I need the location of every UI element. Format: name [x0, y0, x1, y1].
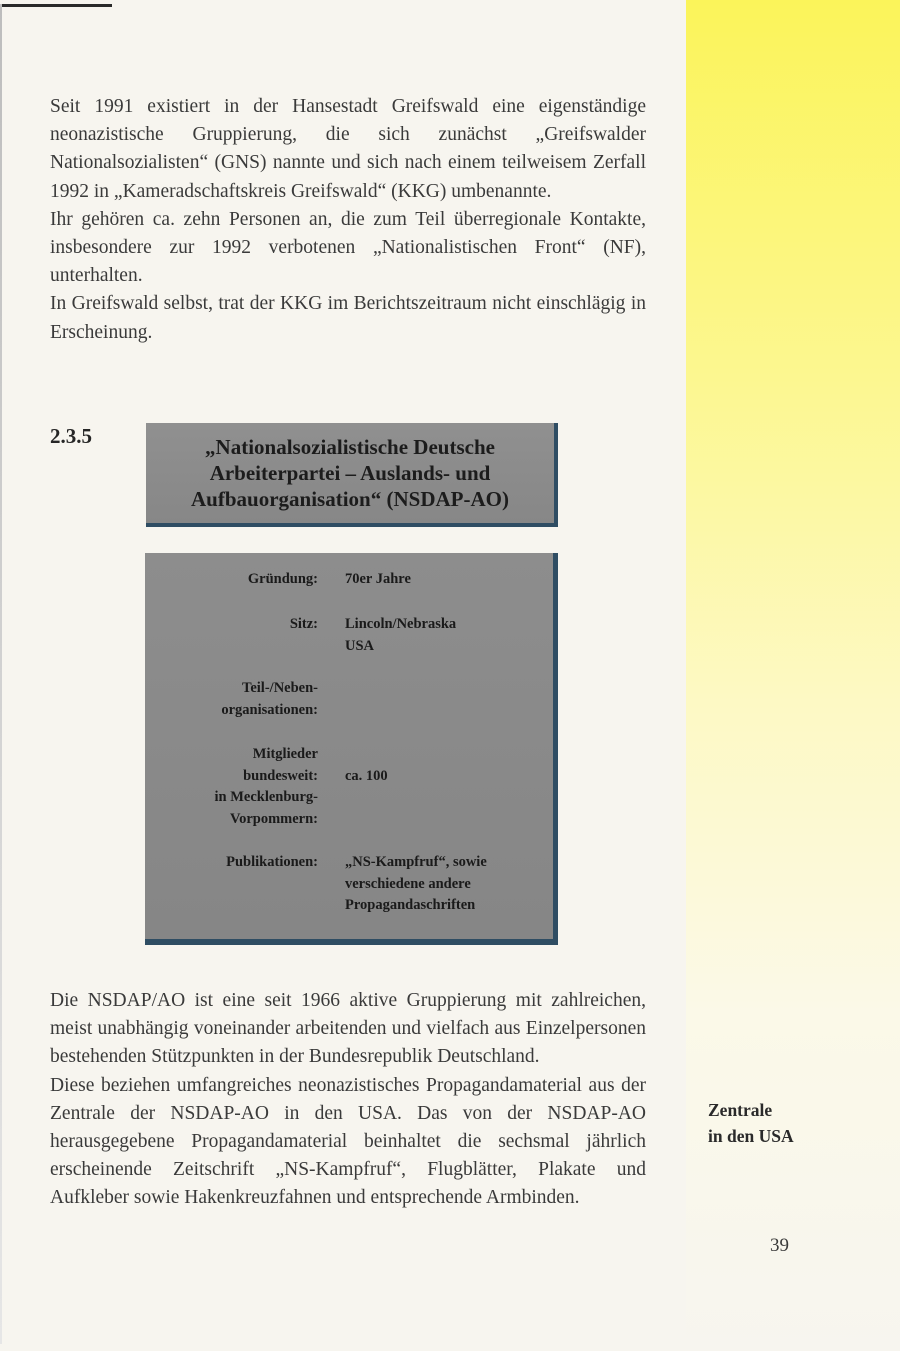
intro-paragraph-3: In Greifswald selbst, trat der KKG im Berichtszeitraum nicht einschlägig in Erscheinung.: [50, 293, 646, 343]
page-number: 39: [770, 1235, 789, 1256]
fact-table: [145, 553, 558, 945]
section-title-line-2: Arbeiterpartei – Auslands- und: [209, 461, 491, 485]
fact-label: Gründung:: [247, 571, 318, 587]
section-title-line-1: „Nationalsozialistische Deutsche: [205, 435, 495, 459]
fact-label: Sitz:: [289, 616, 318, 632]
section-title-box: [146, 423, 558, 527]
fact-value: ca. 100: [345, 768, 388, 784]
page-edge-shadow: [0, 4, 2, 1344]
fact-value: „NS-Kampfruf“, sowie verschiedene andere Propagandaschriften: [345, 854, 487, 913]
fact-value: Lincoln/Nebraska USA: [345, 616, 457, 654]
section-title-line-3: Aufbauorganisation“ (NSDAP-AO): [191, 487, 509, 511]
body-paragraph-2: Diese beziehen umfangreiches neonazistisches Propagandamaterial aus der Zentrale der NSDAP-AO in den USA. Das von der NSDAP-AO herausgegebene Propagandamaterial beinhaltet die sechsmal jährlich erscheinende Zeitschrift „NS-Kampfruf“, Flugblätter, Plakate und Aufkleber sowie Hakenkreuzfahnen und entsprechende Armbinden.: [50, 1074, 646, 1209]
margin-note-line-1: Zentrale: [708, 1100, 773, 1120]
section-number: 2.3.5: [50, 424, 92, 448]
section-title: [150, 434, 550, 512]
intro-paragraph-2: Ihr gehören ca. zehn Personen an, die zum Teil überregionale Kontakte, insbesondere zur 1992 verbotenen „Nationalistischen Front“ (NF), unterhalten.: [50, 208, 646, 287]
intro-paragraph-1: Seit 1991 existiert in der Hansestadt Greifswald eine eigenständige neonazistische Gruppierung, die sich zunächst „Greifswalder Nationalsozialisten“ (GNS) nannte und sich nach einem teilweisem Zerfall 1992 in „Kameradschaftskreis Greifswald“ (KKG) umbenannte.: [50, 96, 646, 202]
body-paragraph-1: Die NSDAP/AO ist eine seit 1966 aktive Gruppierung mit zahlreichen, meist unabhängig voneinander arbeitenden und vielfach aus Einzelpersonen bestehenden Stützpunkten in der Bundesrepublik Deutschland.: [50, 990, 646, 1068]
intro-text: [50, 93, 646, 347]
fact-label: Teil-/Neben- organisationen:: [221, 680, 318, 718]
margin-note: [708, 1097, 794, 1149]
body-text: [50, 987, 646, 1213]
fact-value: 70er Jahre: [345, 571, 411, 587]
margin-note-line-2: in den USA: [708, 1126, 794, 1146]
fact-label: Publikationen:: [226, 854, 318, 870]
top-rule: [0, 4, 112, 7]
fact-label: Mitglieder bundesweit: in Mecklenburg- Vorpommern:: [214, 746, 318, 827]
